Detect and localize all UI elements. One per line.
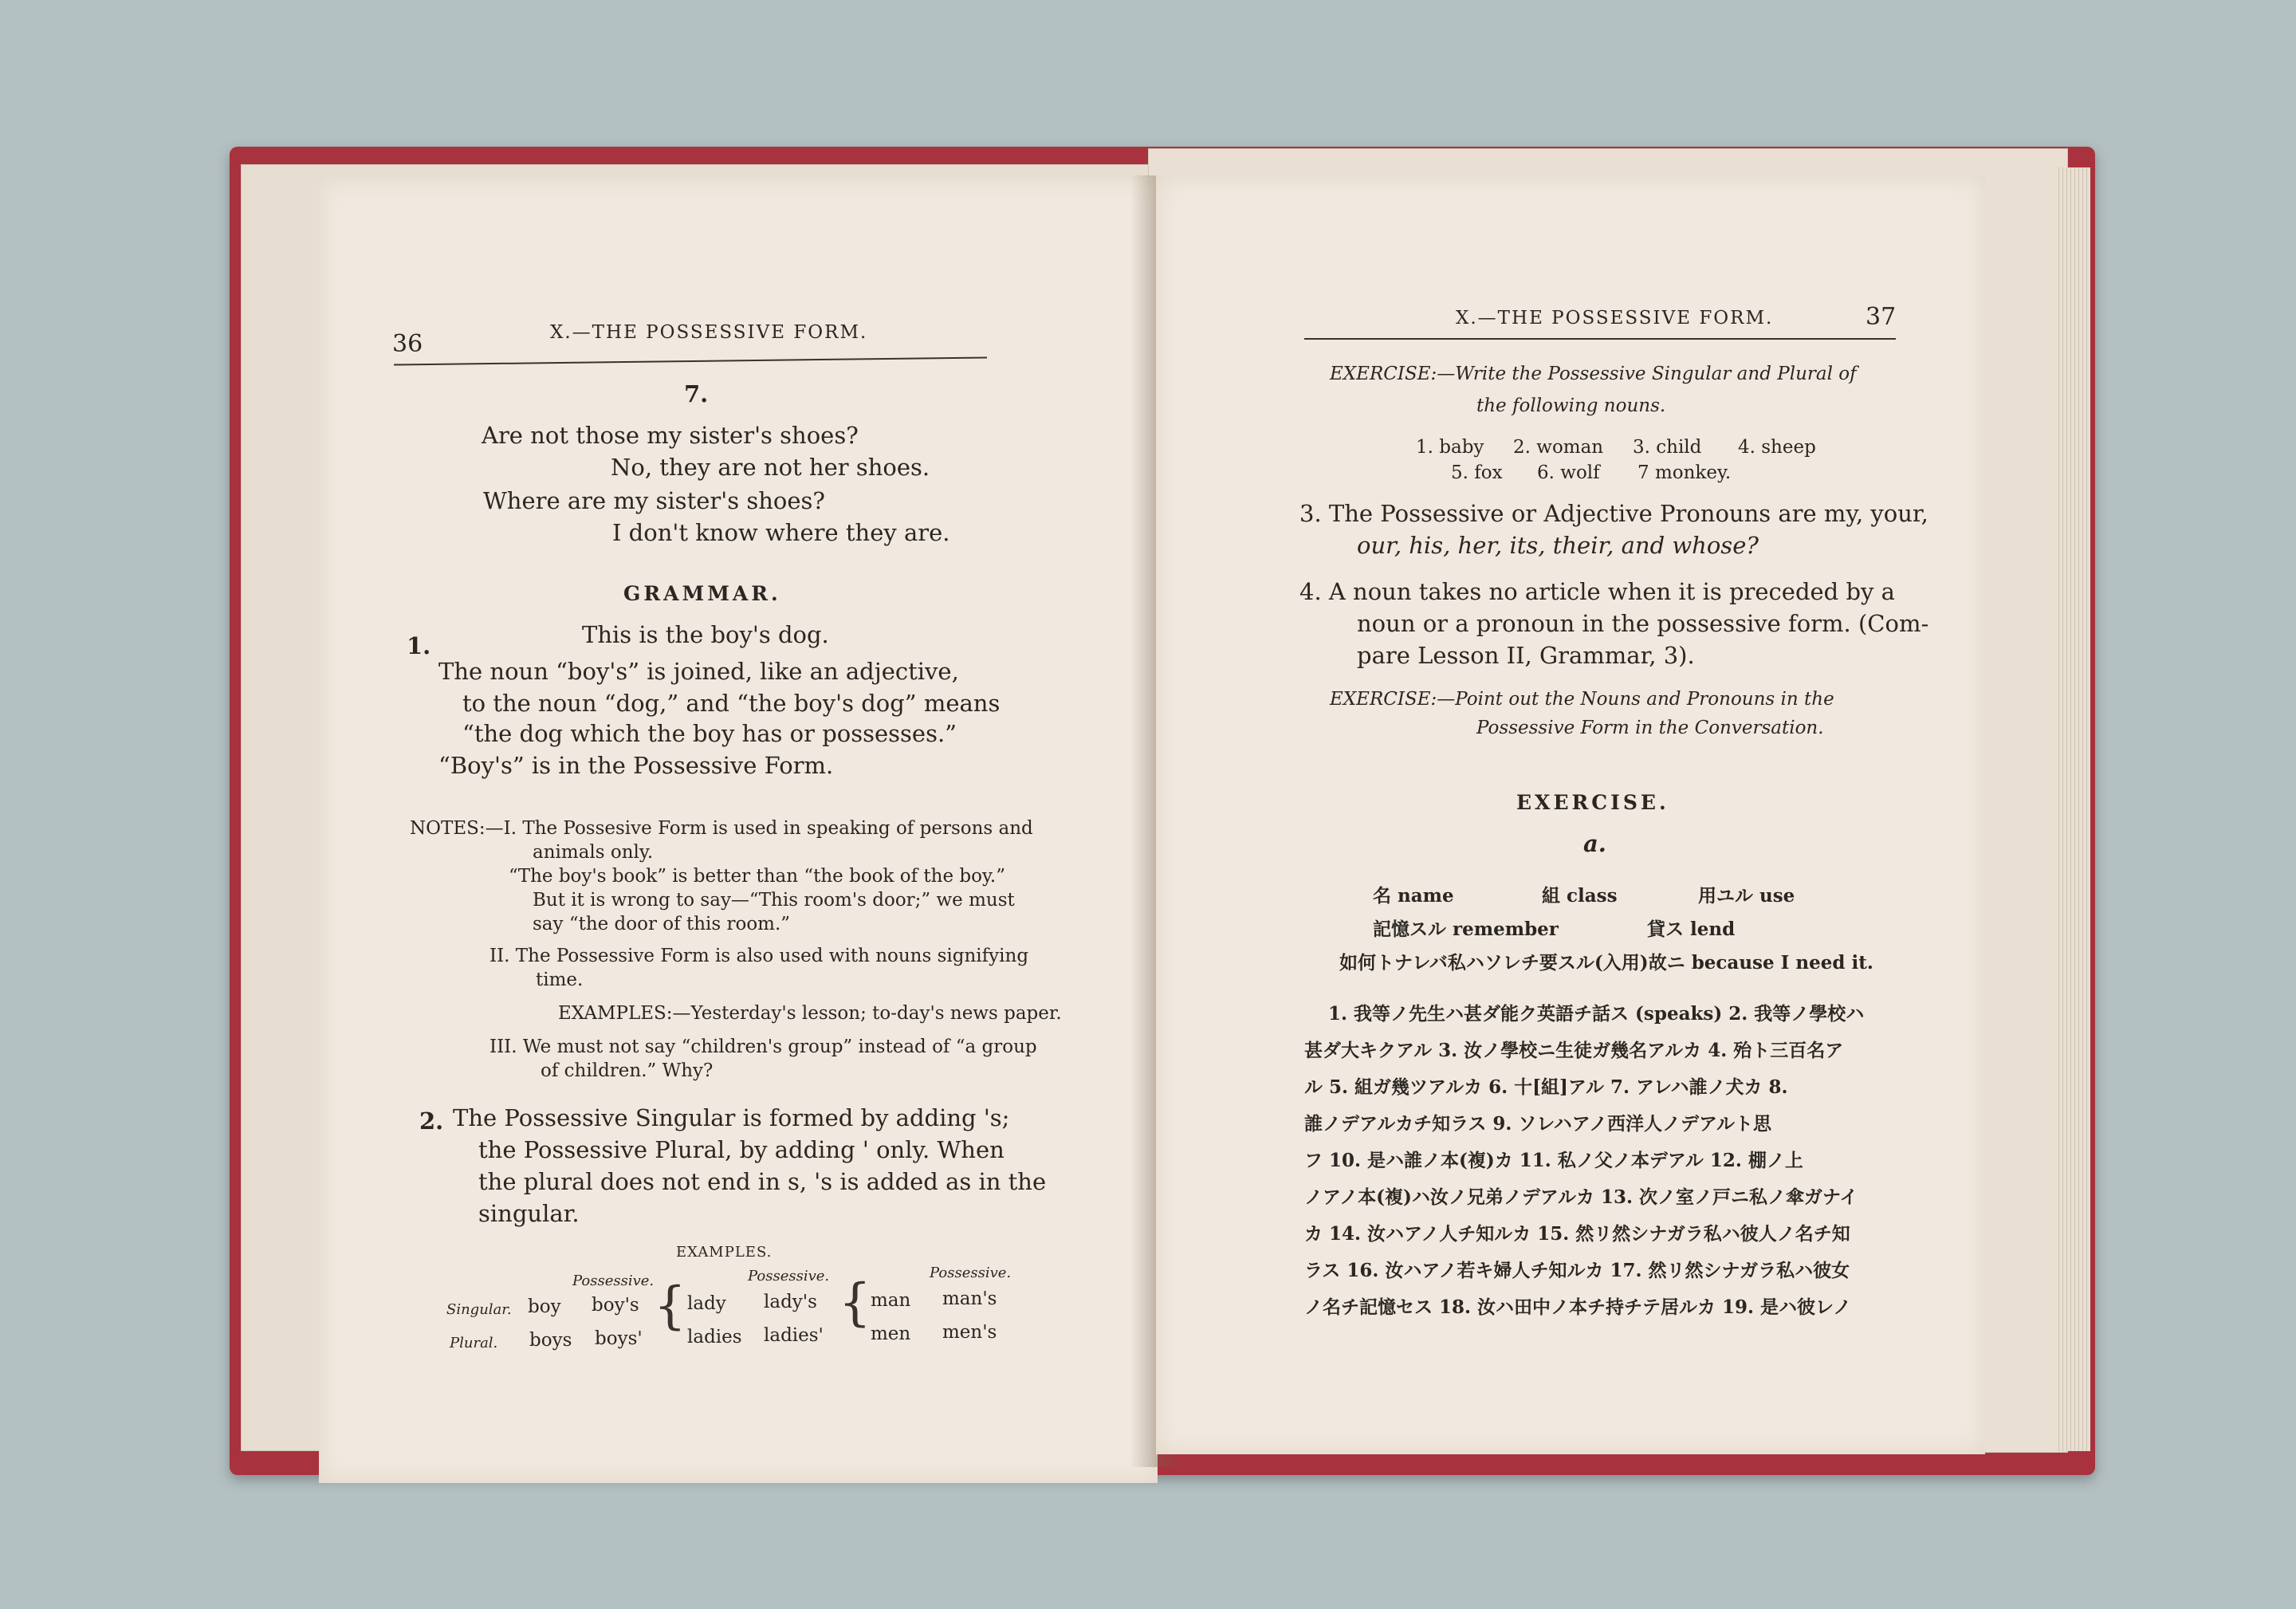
grammar-line: to the noun “dog,” and “the boy's dog” means <box>462 690 1001 717</box>
vocab-item: 名 name <box>1373 885 1454 907</box>
example-word: man's <box>942 1288 997 1309</box>
note-line: EXAMPLES:—Yesterday's lesson; to-day's news paper. <box>558 1003 1062 1024</box>
right-page <box>1156 175 1985 1454</box>
exercise-line: EXERCISE:—Point out the Nouns and Pronouns in the <box>1330 689 1834 710</box>
exercise-line: EXERCISE:—Write the Possessive Singular and Plural of <box>1330 364 1857 384</box>
vocab-item: 記憶スル remember <box>1373 919 1559 940</box>
note-line: animals only. <box>533 842 654 863</box>
row-label-singular: Singular. <box>446 1301 512 1318</box>
grammar-line: 4. A noun takes no article when it is preceded by a <box>1299 578 1895 605</box>
grammar-line: “Boy's” is in the Possessive Form. <box>438 752 834 779</box>
running-header: X.—THE POSSESSIVE FORM. <box>1456 308 1774 328</box>
note-line: NOTES:—I. The Possesive Form is used in speaking of persons and <box>410 818 1033 839</box>
noun-item: 1. baby <box>1416 437 1484 458</box>
noun-item: 4. sheep <box>1738 437 1816 458</box>
item-number: 1. <box>407 632 431 659</box>
japanese-line: フ 10. 是ハ誰ノ本(複)カ 11. 私ノ父ノ本デアル 12. 棚ノ上 <box>1304 1150 1803 1171</box>
note-line: II. The Possessive Form is also used with nouns signifying <box>489 946 1029 966</box>
example-word: man <box>871 1290 911 1311</box>
examples-heading: EXAMPLES. <box>676 1244 773 1261</box>
example-word: ladies <box>687 1327 742 1347</box>
japanese-line: カ 14. 汝ハアノ人チ知ルカ 15. 然リ然シナガラ私ハ彼人ノ名チ知 <box>1304 1223 1850 1245</box>
item-number: 2. <box>419 1107 444 1135</box>
noun-item: 5. fox <box>1451 462 1503 483</box>
left-page <box>319 177 1158 1483</box>
grammar-line: The noun “boy's” is joined, like an adjective, <box>438 658 959 685</box>
japanese-line: 甚ダ大キクアル 3. 汝ノ學校ニ生徒ガ幾名アルカ 4. 殆ト三百名ア <box>1304 1040 1844 1061</box>
example-word: boys <box>529 1330 572 1351</box>
example-word: boy's <box>592 1295 639 1316</box>
example-word: men's <box>942 1322 997 1343</box>
note-line: time. <box>536 970 584 990</box>
vocab-item: 組 class <box>1542 885 1618 907</box>
vocab-item: 用ユル use <box>1698 885 1795 907</box>
japanese-line: ラス 16. 汝ハアノ若キ婦人チ知ルカ 17. 然リ然シナガラ私ハ彼女 <box>1304 1260 1850 1281</box>
example-word: boy <box>528 1296 561 1317</box>
japanese-line: ノアノ本(複)ハ汝ノ兄弟ノデアルカ 13. 次ノ室ノ戸ニ私ノ傘ガナイ <box>1304 1186 1858 1208</box>
grammar-line: The Possessive Singular is formed by adding 's; <box>453 1104 1010 1131</box>
row-label-plural: Plural. <box>450 1335 498 1351</box>
noun-item: 7 monkey. <box>1637 462 1732 483</box>
running-header: X.—THE POSSESSIVE FORM. <box>550 322 868 343</box>
japanese-line: 1. 我等ノ先生ハ甚ダ能ク英語チ話ス (speaks) 2. 我等ノ學校ハ <box>1328 1003 1865 1025</box>
vocab-item: 如何トナレバ私ハソレチ要スル(入用)故ニ because I need it. <box>1339 952 1873 974</box>
exercise-line: the following nouns. <box>1476 395 1666 416</box>
vocab-item: 貸ス lend <box>1647 919 1736 940</box>
note-line: say “the door of this room.” <box>533 914 791 934</box>
japanese-line: 誰ノデアルカチ知ラス 9. ソレハアノ西洋人ノデアルト思 <box>1304 1113 1772 1135</box>
dialogue-line: No, they are not her shoes. <box>611 454 930 481</box>
example-word: lady's <box>764 1292 817 1312</box>
exercise-line: Possessive Form in the Conversation. <box>1476 718 1824 738</box>
grammar-line: pare Lesson II, Grammar, 3). <box>1357 642 1695 669</box>
grammar-line: the plural does not end in s, 's is added as in the <box>478 1168 1047 1195</box>
grammar-line: noun or a pronoun in the possessive form. (Com- <box>1357 610 1929 637</box>
note-line: “The boy's book” is better than “the book of the boy.” <box>509 866 1005 887</box>
grammar-line: 3. The Possessive or Adjective Pronouns are my, your, <box>1299 500 1928 527</box>
example-word: boys' <box>595 1328 643 1349</box>
note-line: III. We must not say “children's group” instead of “a group <box>489 1037 1037 1057</box>
noun-item: 6. wolf <box>1537 462 1600 483</box>
page-edges <box>2055 167 2090 1451</box>
noun-item: 2. woman <box>1513 437 1604 458</box>
possessive-label: Possessive. <box>748 1268 830 1284</box>
dialogue-line: Where are my sister's shoes? <box>483 487 825 514</box>
possessive-label: Possessive. <box>930 1265 1012 1281</box>
noun-item: 3. child <box>1633 437 1702 458</box>
dialogue-line: Are not those my sister's shoes? <box>482 422 859 449</box>
dialogue-line: I don't know where they are. <box>612 519 950 546</box>
page-number: 36 <box>392 330 423 358</box>
brace: { <box>839 1273 871 1332</box>
grammar-line: the Possessive Plural, by adding ' only. When <box>478 1136 1005 1163</box>
grammar-line: singular. <box>478 1200 580 1227</box>
example-word: lady <box>687 1293 726 1314</box>
example-word: ladies' <box>764 1325 824 1346</box>
section-number: 7. <box>684 380 709 407</box>
grammar-line: “the dog which the boy has or possesses.” <box>462 720 957 747</box>
grammar-line: our, his, her, its, their, and whose? <box>1357 532 1759 559</box>
brace: { <box>654 1277 686 1336</box>
exercise-heading: EXERCISE. <box>1516 791 1669 814</box>
possessive-label: Possessive. <box>572 1273 655 1289</box>
japanese-line: ノ名チ記憶セス 18. 汝ハ田中ノ本チ持チテ居ルカ 19. 是ハ彼レノ <box>1304 1296 1852 1318</box>
grammar-line: This is the boy's dog. <box>582 621 829 648</box>
sub-heading: a. <box>1583 830 1606 857</box>
grammar-heading: GRAMMAR. <box>623 582 781 605</box>
example-word: men <box>871 1324 911 1344</box>
header-rule <box>1304 338 1896 340</box>
header-rule <box>394 356 987 365</box>
note-line: of children.” Why? <box>541 1060 714 1081</box>
page-number: 37 <box>1866 303 1897 331</box>
japanese-line: ル 5. 組ガ幾ツアルカ 6. 十[組]アル 7. アレハ誰ノ犬カ 8. <box>1304 1076 1788 1098</box>
note-line: But it is wrong to say—“This room's door;” we must <box>533 890 1015 911</box>
